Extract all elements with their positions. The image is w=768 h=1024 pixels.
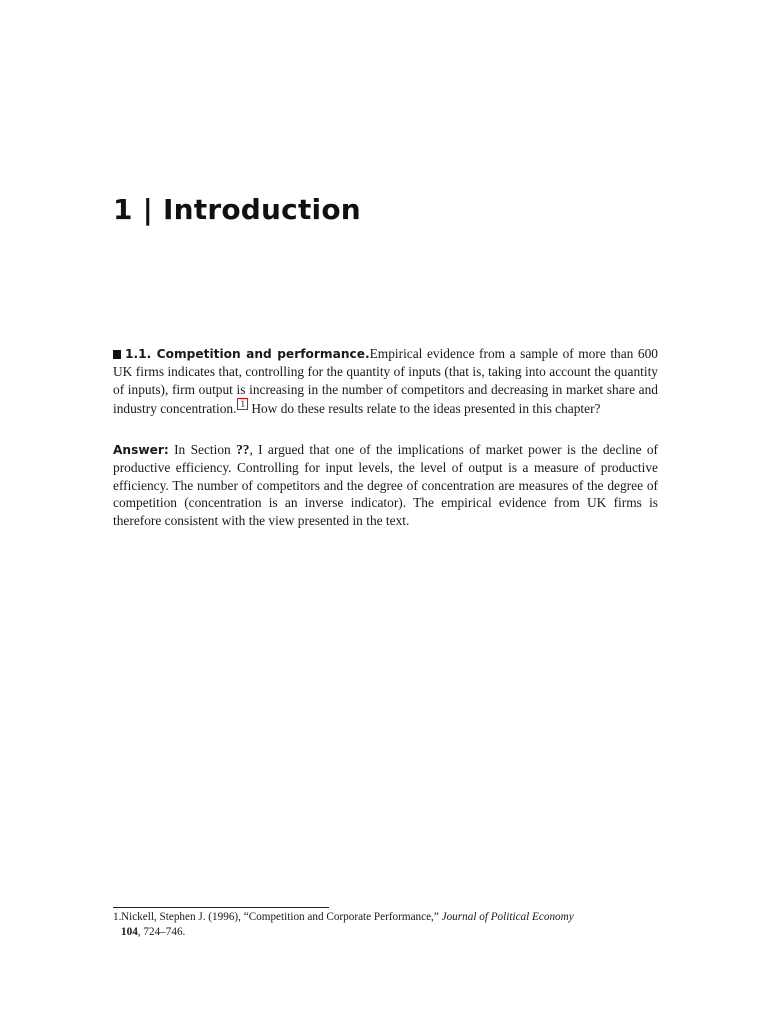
answer-paragraph [113,441,658,529]
answer-label: Answer: [113,443,169,457]
answer-text-intro: In Section [168,442,237,457]
problem-question: How do these results relate to the ideas presented in this chapter? [247,401,601,417]
section-reference[interactable]: ?? [236,442,250,457]
footnote-journal: Journal of Political Economy [441,911,574,923]
footnote-pages: , 724–746. [137,925,186,938]
answer-text-body: , I argued that one of the implications of market power is the decline of productive efficiency. Controlling for input levels, the level of output is a measure of productive efficiency. The number of competitors and the degree of concentration are measures of the degree of competition (concentration is an inverse indicator). The empirical evidence from UK firms is therefore consistent with the view presented in the text. [113,442,658,528]
footnote-divider [113,907,329,908]
footnote-number: 1. [113,911,122,923]
footnote [113,910,658,939]
square-bullet-icon [113,350,121,359]
problem-paragraph [113,345,658,418]
chapter-title: 1 | Introduction [113,193,361,226]
problem-text: Empirical evidence from a sample of more than 600 UK firms indicates that, controlling for the quantity of inputs (that is, taking into account the quantity of inputs), firm output is increasing in the number of competitors and decreasing in market share and industry concentration. [113,346,658,417]
problem-heading: 1.1. Competition and performance. [125,347,370,361]
footnote-link[interactable]: 1 [237,398,248,410]
footnote-citation: Nickell, Stephen J. (1996), “Competition and Corporate Performance,” [121,911,442,923]
footnote-volume: 104 [121,925,138,938]
